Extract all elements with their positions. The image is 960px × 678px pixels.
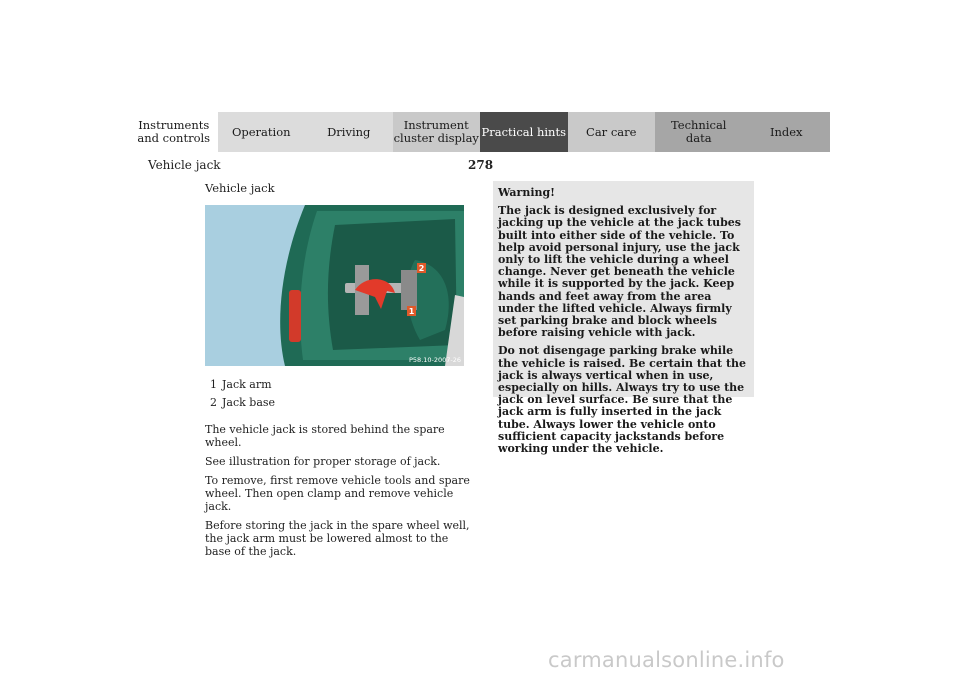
warning-box xyxy=(493,181,754,456)
paragraph: The vehicle jack is stored behind the spare wheel. xyxy=(205,423,445,449)
body-text xyxy=(205,423,475,564)
figure-code: P58.10-2007-26 xyxy=(409,356,462,364)
warning-paragraph: Do not disengage parking brake while the vehicle is raised. Be certain that the jack is always vertical when in use, especially on hills. Always try to use the jack on level surface. Be sure that the jack arm is fully inserted in the jack tube. Always lower the vehicle onto sufficient capacity jackstands before working under the vehicle. xyxy=(498,344,747,456)
tail-light xyxy=(289,290,301,342)
tab-operation[interactable]: Operation xyxy=(218,112,306,152)
tab-practical-hints[interactable]: Practical hints xyxy=(480,112,568,152)
jack-illustration xyxy=(205,205,464,366)
figure-legend xyxy=(210,378,275,414)
tab-index[interactable]: Index xyxy=(743,112,831,152)
section-title: Vehicle jack xyxy=(205,181,275,195)
jack-base-shape xyxy=(401,270,417,310)
callout-2: 2 xyxy=(418,264,425,273)
running-title: Vehicle jack xyxy=(148,158,221,172)
tab-instruments-and-controls[interactable]: Instruments and controls xyxy=(130,112,218,152)
paragraph: To remove, first remove vehicle tools and spare wheel. Then open clamp and remove vehicle jack. xyxy=(205,474,470,513)
watermark: carmanualsonline.info xyxy=(548,648,785,672)
page-number: 278 xyxy=(468,158,494,172)
legend-item: 1 Jack arm xyxy=(210,378,272,391)
legend-item: 2 Jack base xyxy=(210,396,276,409)
tab-instrument-cluster-display[interactable]: Instrument cluster display xyxy=(393,112,481,152)
tab-car-care[interactable]: Car care xyxy=(568,112,656,152)
tab-driving[interactable]: Driving xyxy=(305,112,393,152)
warning-paragraph: The jack is designed exclusively for jacking up the vehicle at the jack tubes built into either side of the vehicle. To help avoid personal injury, use the jack only to lift the vehicle during a wheel change. Never get beneath the vehicle while it is supported by the jack. Keep hands and feet away from the area under the lifted vehicle. Always firmly set parking brake and block wheels before raising vehicle with jack. xyxy=(498,204,741,340)
paragraph: Before storing the jack in the spare wheel well, the jack arm must be lowered almost to the base of the jack. xyxy=(205,519,470,558)
chapter-tabs xyxy=(130,112,830,152)
callout-1: 1 xyxy=(408,307,415,316)
warning-title: Warning! xyxy=(498,186,556,199)
tab-technical-data[interactable]: Technical data xyxy=(655,112,743,152)
paragraph: See illustration for proper storage of jack. xyxy=(205,455,441,468)
